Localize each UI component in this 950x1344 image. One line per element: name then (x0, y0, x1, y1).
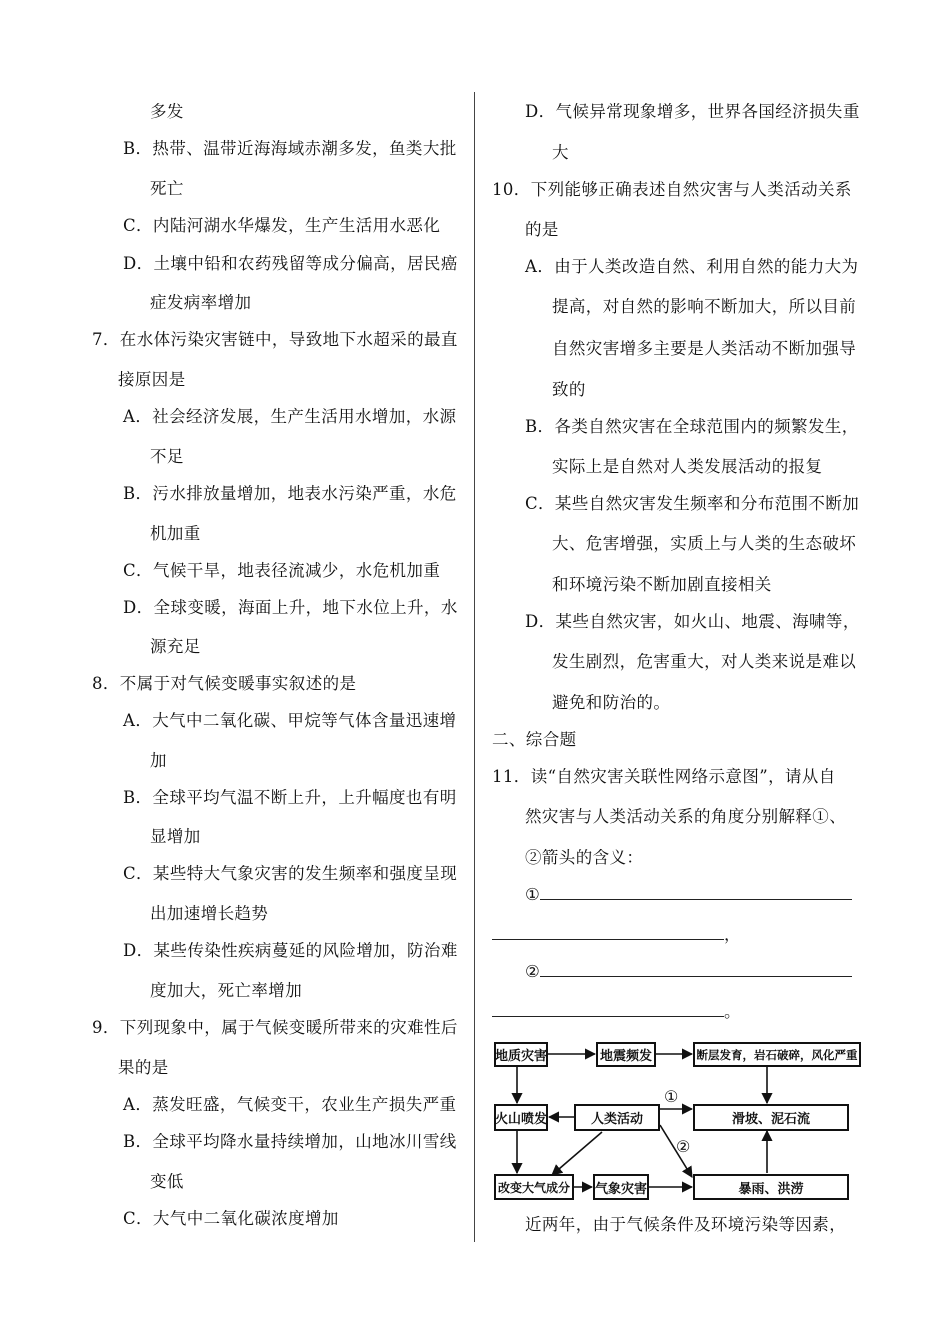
q7-option-a: A．社会经济发展，生产生活用水增加，水源 (123, 407, 457, 426)
q8-option-b-cont: 显增加 (150, 827, 201, 846)
q7-option-c: C．气候干旱，地表径流减少，水危机加重 (123, 561, 441, 580)
answer-line-2[interactable] (525, 961, 852, 983)
box-earthquake: 地震频发 (596, 1042, 656, 1067)
q7-option-b-cont: 机加重 (150, 524, 201, 543)
q9-option-b-cont: 变低 (150, 1172, 184, 1191)
q6-option-b: B．热带、温带近海海域赤潮多发，鱼类大批 (123, 139, 457, 158)
q9-option-b: B．全球平均降水量持续增加，山地冰川雪线 (123, 1132, 457, 1151)
q10-option-c-cont1: 大、危害增强，实质上与人类的生态破坏 (552, 534, 857, 553)
q10-option-d-cont1: 发生剧烈，危害重大，对人类来说是难以 (552, 652, 857, 671)
q7-stem: 7．在水体污染灾害链中，导致地下水超采的最直 (92, 330, 458, 349)
box-volcano: 火山喷发 (494, 1104, 548, 1131)
q11-stem-cont1: 然灾害与人类活动关系的角度分别解释①、 (525, 807, 847, 826)
q6-option-d-cont: 症发病率增加 (150, 293, 252, 312)
q7-option-b: B．污水排放量增加，地表水污染严重，水危 (123, 484, 457, 503)
answer-2-blank-cont[interactable] (492, 1002, 724, 1017)
q10-stem-cont: 的是 (525, 220, 559, 239)
disaster-network-diagram (492, 1037, 872, 1209)
section-heading: 二、综合题 (492, 730, 577, 749)
q10-option-d-cont2: 避免和防治的。 (552, 693, 671, 712)
box-atmosphere: 改变大气成分 (494, 1174, 574, 1200)
q10-option-a-cont3: 致的 (552, 380, 586, 399)
answer-2-mark: ② (525, 962, 541, 981)
q6-continuation: 多发 (150, 102, 184, 121)
box-geo-disaster: 地质灾害 (494, 1042, 548, 1067)
q11-stem-cont2: ②箭头的含义： (525, 848, 644, 867)
q9-option-c: C．大气中二氧化碳浓度增加 (123, 1209, 339, 1228)
arrow-human-to-atmo (552, 1132, 602, 1175)
q10-option-c-cont2: 和环境污染不断加剧直接相关 (552, 575, 772, 594)
answer-1-mark: ① (525, 885, 541, 904)
q6-option-d: D．土壤中铅和农药残留等成分偏高，居民癌 (123, 254, 458, 273)
answer-line-1[interactable] (525, 884, 852, 906)
answer-line-1-cont[interactable] (492, 924, 741, 946)
q11-stem: 11．读“自然灾害关联性网络示意图”，请从自 (492, 767, 836, 786)
arrow-2-label: ② (676, 1137, 691, 1156)
arrow-1-label: ① (664, 1087, 679, 1106)
q10-option-a: A．由于人类改造自然、利用自然的能力大为 (525, 257, 859, 276)
box-landslide: 滑坡、泥石流 (693, 1104, 849, 1131)
q9-option-a: A．蒸发旺盛，气候变干，农业生产损失严重 (123, 1095, 457, 1114)
q8-option-a-cont: 加 (150, 751, 167, 770)
q8-option-a: A．大气中二氧化碳、甲烷等气体含量迅速增 (123, 711, 457, 730)
q7-stem-cont: 接原因是 (118, 370, 186, 389)
q9-stem: 9．下列现象中，属于气候变暖所带来的灾难性后 (92, 1018, 458, 1037)
q10-option-a-cont1: 提高，对自然的影响不断加大，所以目前 (552, 297, 857, 316)
box-weather: 气象灾害 (593, 1174, 649, 1200)
q8-option-d-cont: 度加大，死亡率增加 (150, 981, 303, 1000)
q8-option-b: B．全球平均气温不断上升，上升幅度也有明 (123, 788, 457, 807)
column-divider (474, 92, 475, 1242)
paragraph-start: 近两年，由于气候条件及环境污染等因素， (525, 1215, 847, 1234)
box-storm: 暴雨、洪涝 (693, 1174, 849, 1200)
q8-stem: 8．不属于对气候变暖事实叙述的是 (92, 674, 357, 693)
q6-option-c: C．内陆河湖水华爆发，生产生活用水恶化 (123, 216, 441, 235)
answer-2-end: 。 (724, 1002, 741, 1021)
q8-option-c-cont: 出加速增长趋势 (150, 904, 269, 923)
q10-option-b: B．各类自然灾害在全球范围内的频繁发生， (525, 417, 859, 436)
answer-1-blank[interactable] (540, 885, 852, 900)
q10-stem: 10．下列能够正确表述自然灾害与人类活动关系 (492, 180, 852, 199)
answer-line-2-cont[interactable] (492, 1001, 741, 1023)
q9-option-d: D．气候异常现象增多，世界各国经济损失重 (525, 102, 860, 121)
q9-stem-cont: 果的是 (118, 1058, 169, 1077)
q10-option-a-cont2: 自然灾害增多主要是人类活动不断加强导 (552, 339, 857, 358)
q10-option-b-cont: 实际上是自然对人类发展活动的报复 (552, 457, 823, 476)
answer-1-end: ， (724, 925, 741, 944)
q8-option-d: D．某些传染性疾病蔓延的风险增加，防治难 (123, 941, 458, 960)
q9-option-d-cont: 大 (552, 143, 569, 162)
box-human-activity: 人类活动 (574, 1104, 660, 1131)
q7-option-a-cont: 不足 (150, 447, 184, 466)
box-fault: 断层发育，岩石破碎，风化严重 (693, 1042, 861, 1067)
q8-option-c: C．某些特大气象灾害的发生频率和强度呈现 (123, 864, 458, 883)
q10-option-c: C．某些自然灾害发生频率和分布范围不断加 (525, 494, 860, 513)
q10-option-d: D．某些自然灾害，如火山、地震、海啸等， (525, 612, 860, 631)
q6-option-b-cont: 死亡 (150, 179, 184, 198)
answer-1-blank-cont[interactable] (492, 925, 724, 940)
q7-option-d-cont: 源充足 (150, 637, 201, 656)
answer-2-blank[interactable] (540, 962, 852, 977)
q7-option-d: D．全球变暖，海面上升，地下水位上升，水 (123, 598, 458, 617)
